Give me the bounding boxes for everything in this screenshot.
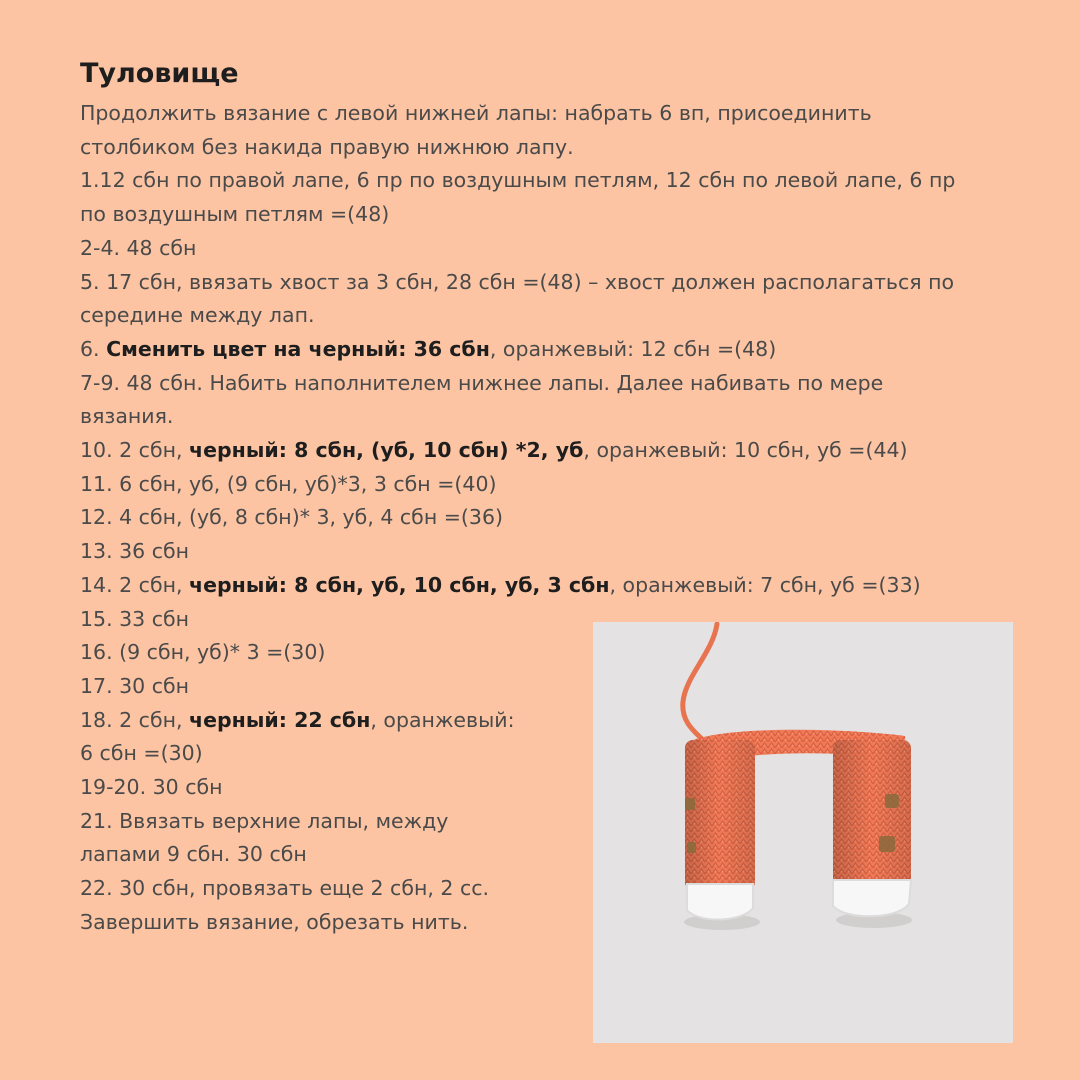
instruction-text: 18. 2 сбн, — [80, 707, 190, 732]
instruction-line — [80, 333, 955, 367]
instruction-text: Продолжить вязание с левой нижней лапы: набрать 6 вп, присоединить — [80, 101, 872, 125]
instruction-bold-text: черный: 8 сбн, уб, 10 сбн, уб, 3 сбн — [189, 572, 610, 597]
instruction-line — [80, 97, 955, 131]
instruction-text: 19-20. 30 сбн — [80, 775, 223, 800]
instruction-text: , оранжевый: 12 сбн =(48) — [489, 336, 777, 361]
instruction-text: столбиком без накида правую нижнюю лапу. — [80, 134, 574, 159]
instruction-bold-text: черный: 22 сбн — [189, 707, 371, 732]
instruction-line — [80, 299, 955, 333]
instruction-text: 22. 30 сбн, провязать еще 2 сбн, 2 сс. — [80, 876, 490, 901]
instruction-line — [80, 232, 955, 266]
instruction-text: середине между лап. — [80, 303, 315, 328]
instruction-text: 6. — [80, 336, 107, 361]
instruction-line — [80, 569, 955, 603]
instruction-text: 6 сбн =(30) — [80, 741, 203, 766]
instruction-text: , оранжевый: — [370, 707, 515, 732]
instruction-text: Завершить вязание, обрезать нить. — [80, 909, 469, 934]
instruction-line — [80, 367, 955, 401]
page-title: Туловище — [80, 58, 239, 89]
instruction-text: 1.12 сбн по правой лапе, 6 пр по воздушным петлям, 12 сбн по левой лапе, 6 пр — [80, 168, 956, 193]
instruction-text: 21. Ввязать верхние лапы, между — [80, 808, 449, 833]
instruction-text: 16. (9 сбн, уб)* 3 =(30) — [80, 640, 326, 665]
instruction-line — [80, 198, 955, 232]
instruction-text: 17. 30 сбн — [80, 673, 190, 698]
instruction-bold-text: черный: 8 сбн, (уб, 10 сбн) *2, уб — [189, 438, 584, 463]
instruction-text: лапами 9 сбн. 30 сбн — [80, 842, 307, 867]
instruction-text: , оранжевый: 7 сбн, уб =(33) — [609, 572, 921, 597]
instruction-line — [80, 266, 955, 300]
instruction-text: 12. 4 сбн, (уб, 8 сбн)* 3, уб, 4 сбн =(36) — [80, 505, 504, 530]
instruction-text: 7-9. 48 сбн. Набить наполнителем нижнее лапы. Далее набивать по мере — [80, 370, 884, 395]
instruction-text: 2-4. 48 сбн — [80, 235, 197, 260]
instruction-line — [80, 164, 955, 198]
instruction-bold-text: Сменить цвет на черный: 36 сбн — [106, 336, 490, 361]
instruction-line — [80, 501, 955, 535]
instruction-text: вязания. — [80, 404, 174, 429]
instruction-text: , оранжевый: 10 сбн, уб =(44) — [583, 438, 908, 463]
instruction-line — [80, 434, 955, 468]
instruction-text: 11. 6 сбн, уб, (9 сбн, уб)*3, 3 сбн =(40) — [80, 471, 497, 496]
instruction-text: 10. 2 сбн, — [80, 438, 190, 463]
crochet-photo — [593, 622, 1013, 1043]
instruction-text: 13. 36 сбн — [80, 539, 190, 564]
instruction-text: 14. 2 сбн, — [80, 572, 190, 597]
instruction-text: 15. 33 сбн — [80, 606, 190, 631]
instruction-line — [80, 468, 955, 502]
instruction-text: 5. 17 сбн, ввязать хвост за 3 сбн, 28 сбн =(48) – хвост должен располагаться по — [80, 269, 955, 294]
instruction-text: по воздушным петлям =(48) — [80, 202, 390, 227]
instruction-line — [80, 400, 955, 434]
instruction-line — [80, 535, 955, 569]
instruction-line — [80, 131, 955, 165]
